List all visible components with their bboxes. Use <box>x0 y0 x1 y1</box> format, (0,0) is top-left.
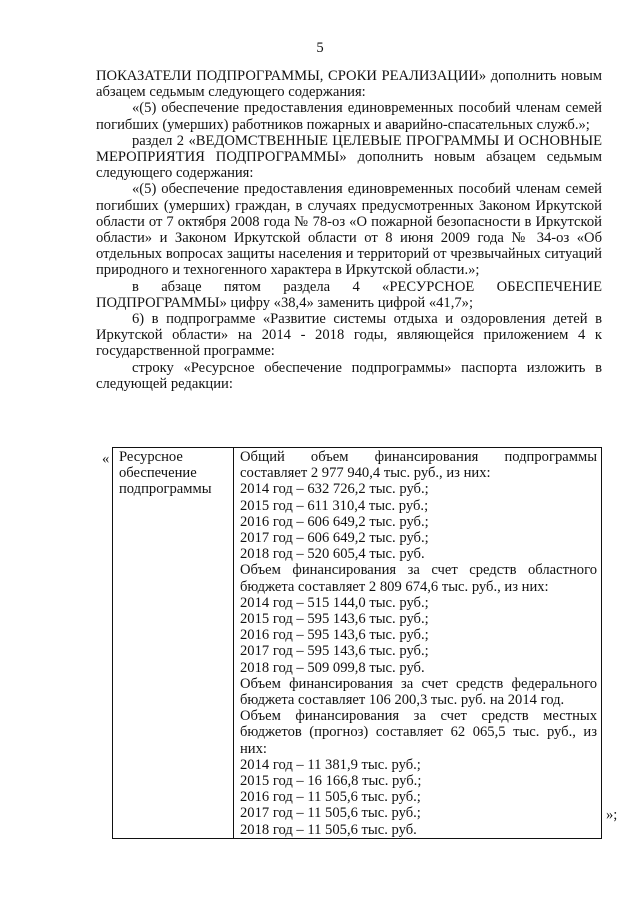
funding-line: Объем финансирования за счет средств местных бюджетов (прогноз) составляет 62 065,5 тыс. руб., из них: <box>240 708 597 757</box>
funding-line: 2016 год – 11 505,6 тыс. руб.; <box>240 789 421 806</box>
resource-table <box>112 447 602 839</box>
funding-line: 2015 год – 16 166,8 тыс. руб.; <box>240 773 422 790</box>
funding-line: 2015 год – 611 310,4 тыс. руб.; <box>240 497 429 514</box>
funding-line: 2017 год – 595 143,6 тыс. руб.; <box>240 643 429 660</box>
table-label-cell: Ресурсное обеспечение подпрограммы <box>113 448 234 839</box>
document-body <box>96 68 602 392</box>
paragraph: ПОКАЗАТЕЛИ ПОДПРОГРАММЫ, СРОКИ РЕАЛИЗАЦИИ» дополнить новым абзацем седьмым следующего содержания: <box>96 68 602 101</box>
paragraph: «(5) обеспечение предоставления единовременных пособий членам семей погибших (умерших) граждан, в случаях предусмотренных Законом Иркутской области от 7 октября 2008 года № 78-оз «О пожарной безопасности в Иркутской области» и Законом Иркутской области от 8 июня 2009 года № 34-оз «Об отдельных вопросах защиты населения и территорий от чрезвычайных ситуаций природного и техногенного характера в Иркутской области.»; <box>96 181 602 279</box>
funding-line: Общий объем финансирования подпрограммы составляет 2 977 940,4 тыс. руб., из них: <box>240 449 597 482</box>
funding-line: 2015 год – 595 143,6 тыс. руб.; <box>240 611 429 628</box>
funding-line: 2018 год – 509 099,8 тыс. руб. <box>240 659 425 676</box>
funding-line: 2017 год – 606 649,2 тыс. руб.; <box>240 530 429 547</box>
table-content-cell <box>234 448 602 839</box>
funding-line: Объем финансирования за счет средств областного бюджета составляет 2 809 674,6 тыс. руб., из них: <box>240 562 597 595</box>
page-number: 5 <box>316 40 324 56</box>
table-row <box>113 448 602 839</box>
funding-line: 2018 год – 520 605,4 тыс. руб. <box>240 546 425 563</box>
funding-line: 2016 год – 606 649,2 тыс. руб.; <box>240 513 429 530</box>
funding-line: Объем финансирования за счет средств федерального бюджета составляет 106 200,3 тыс. руб. на 2014 год. <box>240 675 597 709</box>
table-open-quote: « <box>102 451 110 467</box>
paragraph: 6) в подпрограмме «Развитие системы отдыха и оздоровления детей в Иркутской области» на 2014 - 2018 годы, являющейся приложением 4 к государственной программе: <box>96 311 602 360</box>
paragraph: раздел 2 «ВЕДОМСТВЕННЫЕ ЦЕЛЕВЫЕ ПРОГРАММЫ И ОСНОВНЫЕ МЕРОПРИЯТИЯ ПОДПРОГРАММЫ» дополнить новым абзацем седьмым следующего содержания: <box>96 132 602 182</box>
paragraph: «(5) обеспечение предоставления единовременных пособий членам семей погибших (умерших) работников пожарных и аварийно-спасательных служб.»; <box>96 100 602 133</box>
funding-line: 2016 год – 595 143,6 тыс. руб.; <box>240 627 429 644</box>
funding-line: 2018 год – 11 505,6 тыс. руб. <box>240 821 417 838</box>
funding-line: 2014 год – 11 381,9 тыс. руб.; <box>240 756 421 773</box>
funding-line: 2014 год – 515 144,0 тыс. руб.; <box>240 594 429 611</box>
paragraph: строку «Ресурсное обеспечение подпрограммы» паспорта изложить в следующей редакции: <box>96 359 602 392</box>
table-close-quote: »; <box>606 807 618 823</box>
funding-line: 2014 год – 632 726,2 тыс. руб.; <box>240 481 429 498</box>
funding-line: 2017 год – 11 505,6 тыс. руб.; <box>240 805 421 822</box>
paragraph: в абзаце пятом раздела 4 «РЕСУРСНОЕ ОБЕСПЕЧЕНИЕ ПОДПРОГРАММЫ» цифру «38,4» заменить цифрой «41,7»; <box>96 278 602 311</box>
